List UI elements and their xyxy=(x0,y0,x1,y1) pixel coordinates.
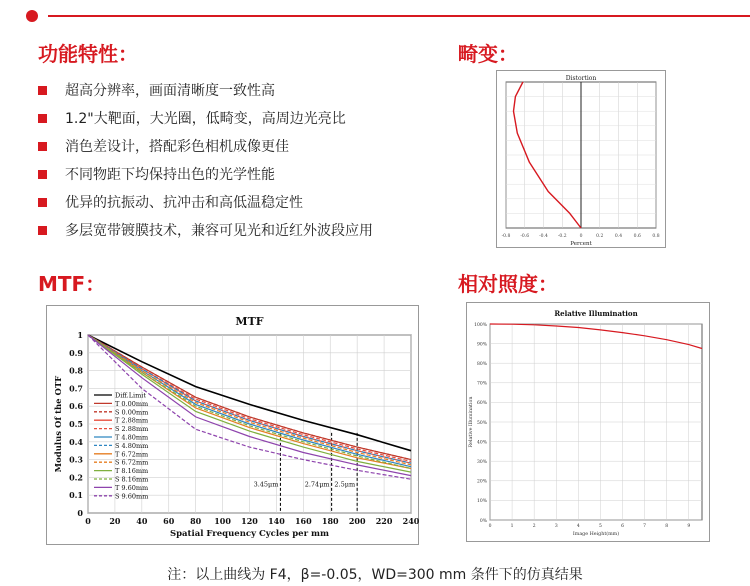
legend-label: T 6.72mm xyxy=(115,450,149,459)
pixel-size-marker-label: 2.5μm xyxy=(334,480,356,489)
y-tick-label: 0.4 xyxy=(69,436,83,447)
feature-item: 超高分辨率，画面清晰度一致性高 xyxy=(38,76,448,104)
pixel-size-marker-label: 2.74μm xyxy=(304,480,330,489)
x-tick-label: 220 xyxy=(375,516,393,526)
y-tick-label: 50% xyxy=(476,420,487,426)
x-tick-label: 100 xyxy=(214,516,231,526)
header-dot xyxy=(26,10,38,22)
y-tick-label: 0.2 xyxy=(69,472,83,483)
x-axis-label: Image Height(mm) xyxy=(572,532,620,537)
y-tick-label: 0.3 xyxy=(69,454,83,465)
x-tick-label: 4 xyxy=(576,524,580,529)
legend-label: T 2.88mm xyxy=(115,416,149,425)
y-tick-label: 80% xyxy=(476,362,487,367)
mtf-title: MTF： xyxy=(38,272,106,296)
pixel-size-marker-label: 3.45μm xyxy=(253,480,279,489)
legend-label: T 4.80mm xyxy=(115,433,149,442)
x-tick-label: 0.8 xyxy=(652,234,660,239)
legend-label: S 6.72mm xyxy=(115,458,149,467)
x-tick-label: -0.6 xyxy=(520,234,530,239)
y-tick-label: 0.7 xyxy=(69,383,83,394)
x-tick-label: 7 xyxy=(643,524,647,529)
chart-title: Relative Illumination xyxy=(554,309,638,318)
bullet-icon xyxy=(38,226,47,235)
x-tick-label: 3 xyxy=(554,524,558,529)
y-tick-label: 10% xyxy=(476,499,487,505)
mtf-chart xyxy=(46,305,419,545)
x-tick-label: 180 xyxy=(321,516,339,526)
legend-label: T 8.16mm xyxy=(115,467,149,476)
y-tick-label: 0.9 xyxy=(69,347,83,358)
y-tick-label: 100% xyxy=(474,322,487,328)
legend-label: S 2.88mm xyxy=(115,425,149,434)
bullet-icon xyxy=(38,170,47,179)
x-tick-label: 6 xyxy=(621,524,624,529)
feature-list xyxy=(38,76,448,244)
distortion-chart xyxy=(496,70,666,248)
legend-label: S 9.60mm xyxy=(115,492,149,501)
y-tick-label: 40% xyxy=(476,440,487,446)
x-tick-label: 0 xyxy=(85,516,91,526)
features-title: 功能特性： xyxy=(38,42,138,66)
top-header-bar xyxy=(0,0,750,30)
chart-title: Distortion xyxy=(565,75,597,82)
chart-title: MTF xyxy=(235,315,264,328)
footnote: 注：以上曲线为 F4，β=-0.05，WD=300 mm 条件下的仿真结果 xyxy=(167,567,583,583)
legend-label: T 0.00mm xyxy=(115,399,149,408)
header-line xyxy=(48,15,750,17)
x-tick-label: 80 xyxy=(190,516,202,526)
x-tick-label: -0.4 xyxy=(539,234,548,239)
x-tick-label: 160 xyxy=(294,516,312,526)
y-tick-label: 0.6 xyxy=(69,401,83,412)
feature-item: 多层宽带镀膜技术，兼容可见光和近红外波段应用 xyxy=(38,216,448,244)
illumination-chart xyxy=(466,302,710,542)
y-tick-label: 0.1 xyxy=(69,490,83,501)
bullet-icon xyxy=(38,114,47,123)
y-axis-label: Relative Illumination xyxy=(469,396,474,448)
x-axis-label: Spatial Frequency Cycles per mm xyxy=(169,529,330,539)
bullet-icon xyxy=(38,198,47,207)
feature-item: 优异的抗振动、抗冲击和高低温稳定性 xyxy=(38,188,448,216)
illumination-chart-panel xyxy=(466,302,710,542)
legend-label: Diff.Limit xyxy=(115,391,146,400)
x-tick-label: 240 xyxy=(402,516,419,526)
x-tick-label: 1 xyxy=(510,524,514,529)
x-tick-label: 9 xyxy=(687,524,691,529)
y-tick-label: 1 xyxy=(77,330,83,340)
legend-label: S 0.00mm xyxy=(115,408,149,417)
legend-label: S 4.80mm xyxy=(115,441,149,450)
x-tick-label: 5 xyxy=(598,524,602,529)
x-tick-label: 0 xyxy=(488,524,492,529)
x-tick-label: 0.4 xyxy=(614,234,623,239)
x-tick-label: 0.6 xyxy=(633,234,641,239)
distortion-title: 畸变： xyxy=(458,42,518,66)
bullet-icon xyxy=(38,142,47,151)
y-tick-label: 0% xyxy=(479,518,487,524)
feature-item: 1.2"大靶面，大光圈，低畸变，高周边光亮比 xyxy=(38,104,448,132)
x-tick-label: 60 xyxy=(163,516,175,526)
legend-label: S 8.16mm xyxy=(115,475,149,484)
x-tick-label: 2 xyxy=(532,524,536,529)
y-tick-label: 0 xyxy=(77,508,83,518)
feature-item: 消色差设计，搭配彩色相机成像更佳 xyxy=(38,132,448,160)
x-tick-label: 120 xyxy=(241,516,258,526)
x-tick-label: 8 xyxy=(665,524,669,529)
y-tick-label: 70% xyxy=(476,381,487,387)
x-tick-label: 20 xyxy=(109,516,121,526)
y-tick-label: 60% xyxy=(476,401,487,407)
distortion-chart-panel xyxy=(496,70,666,248)
x-tick-label: 140 xyxy=(268,516,285,526)
y-tick-label: 90% xyxy=(476,342,487,348)
y-tick-label: 20% xyxy=(476,479,487,485)
x-axis-label: Percent xyxy=(570,241,592,247)
y-tick-label: 0.8 xyxy=(69,365,83,376)
y-tick-label: 30% xyxy=(476,460,487,465)
bullet-icon xyxy=(38,86,47,95)
mtf-chart-panel xyxy=(46,305,419,545)
feature-item: 不同物距下均保持出色的光学性能 xyxy=(38,160,448,188)
y-axis-label: Modulus Of the OTF xyxy=(54,375,64,473)
x-tick-label: 200 xyxy=(348,516,366,526)
x-tick-label: 0 xyxy=(579,234,583,239)
illumination-title: 相对照度： xyxy=(458,272,558,296)
y-tick-label: 0.5 xyxy=(69,419,83,429)
x-tick-label: -0.2 xyxy=(557,234,567,239)
legend-label: T 9.60mm xyxy=(115,483,149,492)
x-tick-label: 0.2 xyxy=(596,234,604,239)
x-tick-label: 40 xyxy=(136,516,148,526)
x-tick-label: -0.8 xyxy=(501,234,511,239)
